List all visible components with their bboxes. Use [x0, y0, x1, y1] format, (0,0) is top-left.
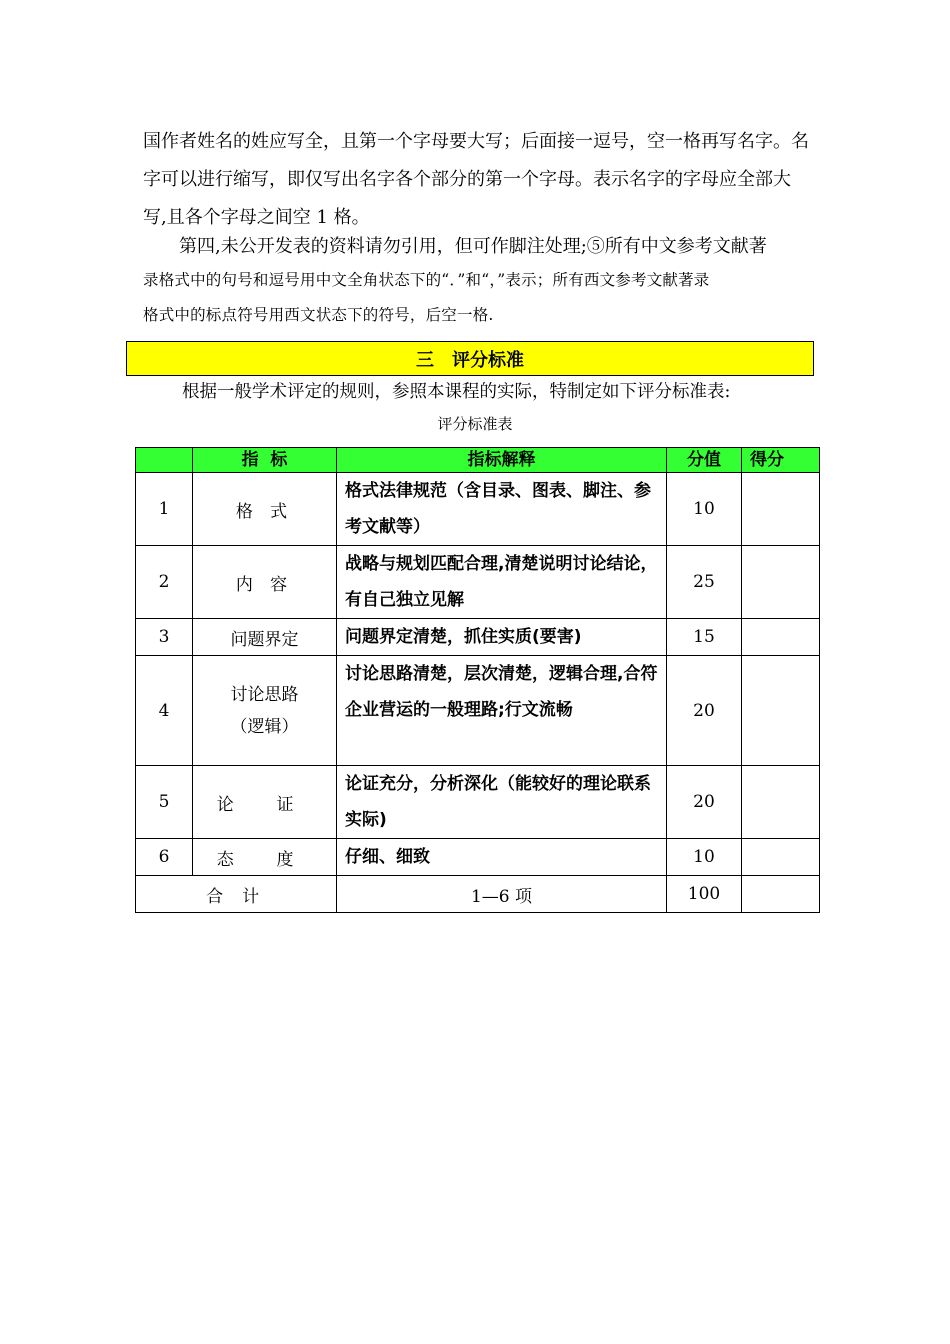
table-row — [136, 766, 820, 839]
row-explanation: 格式法律规范（含目录、图表、脚注、参考文献等） — [337, 473, 667, 546]
row-number: 1 — [136, 473, 193, 546]
row-got[interactable] — [742, 546, 820, 619]
intro-text: 根据一般学术评定的规则，参照本课程的实际，特制定如下评分标准表: — [182, 382, 731, 402]
table-row — [136, 619, 820, 656]
row-explanation: 讨论思路清楚，层次清楚，逻辑合理,合符企业营运的一般理路;行文流畅 — [337, 656, 667, 766]
row-indicator: 问题界定 — [193, 619, 337, 656]
table-total-row — [136, 876, 820, 913]
table-row — [136, 473, 820, 546]
row-got[interactable] — [742, 619, 820, 656]
header-cell: 得分 — [742, 448, 820, 473]
total-score: 100 — [667, 876, 742, 913]
row-indicator: 讨论思路（逻辑） — [193, 656, 337, 766]
row-indicator: 内 容 — [193, 546, 337, 619]
total-got[interactable] — [742, 876, 820, 913]
header-cell: 分值 — [667, 448, 742, 473]
row-score: 10 — [667, 839, 742, 876]
scoring-table — [135, 447, 820, 913]
paragraph-citation-rules — [143, 232, 813, 332]
table-header-row — [136, 448, 820, 473]
row-number: 4 — [136, 656, 193, 766]
paragraph-line: 录格式中的句号和逗号用中文全角状态下的“．”和“，”表示；所有西文参考文献著录 — [143, 271, 710, 289]
paragraph-line: 格式中的标点符号用西文状态下的符号，后空一格. — [143, 306, 494, 324]
row-indicator: 论 证 — [193, 766, 337, 839]
header-cell — [136, 448, 193, 473]
row-indicator: 态 度 — [193, 839, 337, 876]
paragraph-line: 第四,未公开发表的资料请勿引用，但可作脚注处理;⑤所有中文参考文献著 — [179, 236, 767, 257]
row-number: 5 — [136, 766, 193, 839]
row-number: 6 — [136, 839, 193, 876]
total-range: 1—6 项 — [337, 876, 667, 913]
row-score: 25 — [667, 546, 742, 619]
table-caption: 评分标准表 — [437, 415, 513, 433]
section-title: 三 评分标准 — [416, 349, 524, 371]
row-explanation: 论证充分，分析深化（能较好的理论联系实际) — [337, 766, 667, 839]
row-explanation: 仔细、细致 — [337, 839, 667, 876]
paragraph-author-names: 国作者姓名的姓应写全，且第一个字母要大写；后面接一逗号，空一格再写名字。名字可以进行缩写，即仅写出名字各个部分的第一个字母。表示名字的字母应全部大写,且各个字母之间空 1 格。 — [143, 131, 809, 228]
row-got[interactable] — [742, 656, 820, 766]
row-score: 20 — [667, 656, 742, 766]
header-cell: 指 标 — [193, 448, 337, 473]
total-label: 合 计 — [136, 876, 337, 913]
row-explanation: 战略与规划匹配合理,清楚说明讨论结论，有自己独立见解 — [337, 546, 667, 619]
row-number: 3 — [136, 619, 193, 656]
row-explanation: 问题界定清楚，抓住实质(要害) — [337, 619, 667, 656]
table-row — [136, 546, 820, 619]
section-heading — [126, 341, 814, 376]
row-got[interactable] — [742, 839, 820, 876]
header-cell: 指标解释 — [337, 448, 667, 473]
row-indicator: 格 式 — [193, 473, 337, 546]
row-score: 10 — [667, 473, 742, 546]
row-got[interactable] — [742, 766, 820, 839]
row-score: 15 — [667, 619, 742, 656]
row-got[interactable] — [742, 473, 820, 546]
row-number: 2 — [136, 546, 193, 619]
table-row — [136, 839, 820, 876]
table-row — [136, 656, 820, 766]
row-score: 20 — [667, 766, 742, 839]
